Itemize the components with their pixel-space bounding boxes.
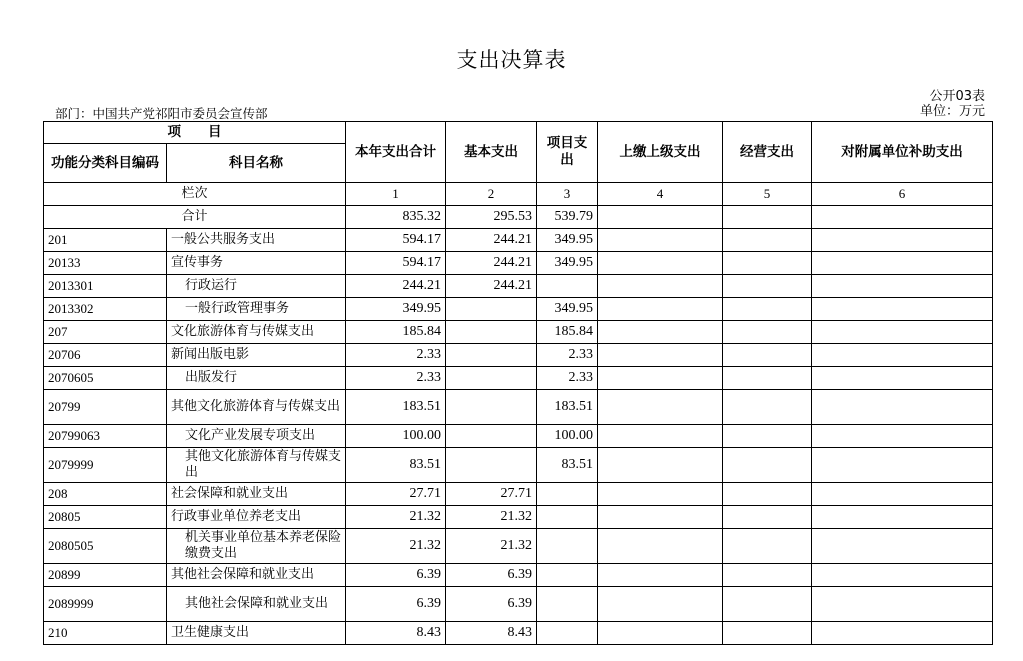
table-row: [44, 622, 993, 645]
row-business: [723, 506, 812, 529]
row-code: 20799063: [44, 425, 167, 448]
row-code: 201: [44, 229, 167, 252]
table-row: [44, 367, 993, 390]
row-total: 349.95: [346, 298, 446, 321]
row-total: 6.39: [346, 587, 446, 622]
row-upper: [598, 298, 723, 321]
table-row: [44, 344, 993, 367]
row-total: 100.00: [346, 425, 446, 448]
row-basic: 244.21: [446, 229, 537, 252]
header-business: 经营支出: [723, 122, 812, 183]
row-project: [537, 483, 598, 506]
header-basic: 基本支出: [446, 122, 537, 183]
row-project: [537, 564, 598, 587]
row-business: [723, 483, 812, 506]
expenditure-table: [43, 121, 993, 645]
row-code: 2089999: [44, 587, 167, 622]
row-upper: [598, 529, 723, 564]
column-index-label: 栏次: [44, 183, 346, 206]
row-name: 文化产业发展专项支出: [167, 425, 346, 448]
row-name: 其他社会保障和就业支出: [167, 587, 346, 622]
row-subsidy: [812, 390, 993, 425]
row-business: [723, 587, 812, 622]
row-code: 2013302: [44, 298, 167, 321]
row-upper: [598, 367, 723, 390]
row-basic: 27.71: [446, 483, 537, 506]
row-project: 2.33: [537, 367, 598, 390]
row-basic: 6.39: [446, 564, 537, 587]
row-subsidy: [812, 622, 993, 645]
row-project: [537, 529, 598, 564]
row-name: 文化旅游体育与传媒支出: [167, 321, 346, 344]
row-total: 8.43: [346, 622, 446, 645]
row-upper: [598, 390, 723, 425]
row-name: 出版发行: [167, 367, 346, 390]
page-title: 支出决算表: [456, 48, 567, 72]
row-business: [723, 298, 812, 321]
row-name: 其他文化旅游体育与传媒支出: [167, 390, 346, 425]
row-upper: [598, 229, 723, 252]
row-total: 244.21: [346, 275, 446, 298]
row-business: [723, 321, 812, 344]
row-business: [723, 564, 812, 587]
row-business: [723, 367, 812, 390]
row-upper: [598, 252, 723, 275]
row-business: [723, 344, 812, 367]
total-project: 539.79: [537, 206, 598, 229]
header-upper: 上缴上级支出: [598, 122, 723, 183]
row-total: 21.32: [346, 506, 446, 529]
form-number: 公开03表: [929, 89, 985, 104]
row-subsidy: [812, 275, 993, 298]
row-upper: [598, 622, 723, 645]
row-subsidy: [812, 252, 993, 275]
row-upper: [598, 321, 723, 344]
row-subsidy: [812, 506, 993, 529]
row-upper: [598, 564, 723, 587]
header-subsidy: 对附属单位补助支出: [812, 122, 993, 183]
row-basic: 21.32: [446, 529, 537, 564]
table-body: [44, 183, 993, 645]
row-subsidy: [812, 344, 993, 367]
row-code: 20899: [44, 564, 167, 587]
total-row: [44, 206, 993, 229]
column-index-4: 4: [598, 183, 723, 206]
row-name: 其他社会保障和就业支出: [167, 564, 346, 587]
row-code: 2080505: [44, 529, 167, 564]
table-row: [44, 529, 993, 564]
row-basic: [446, 367, 537, 390]
row-code: 207: [44, 321, 167, 344]
row-project: 349.95: [537, 252, 598, 275]
row-business: [723, 229, 812, 252]
row-total: 2.33: [346, 344, 446, 367]
row-upper: [598, 483, 723, 506]
table-row: [44, 321, 993, 344]
row-project: 2.33: [537, 344, 598, 367]
row-project: [537, 275, 598, 298]
total-upper: [598, 206, 723, 229]
row-subsidy: [812, 483, 993, 506]
row-project: 349.95: [537, 229, 598, 252]
header-code: 功能分类科目编码: [44, 144, 167, 183]
department-label: 部门：中国共产党祁阳市委员会宣传部: [55, 106, 268, 121]
row-basic: [446, 425, 537, 448]
row-upper: [598, 506, 723, 529]
header-item: 项 目: [44, 122, 346, 144]
column-index-row: [44, 183, 993, 206]
table-row: [44, 252, 993, 275]
row-project: [537, 622, 598, 645]
row-name: 行政事业单位养老支出: [167, 506, 346, 529]
column-index-3: 3: [537, 183, 598, 206]
row-upper: [598, 448, 723, 483]
row-upper: [598, 275, 723, 298]
row-project: 83.51: [537, 448, 598, 483]
row-upper: [598, 425, 723, 448]
row-total: 2.33: [346, 367, 446, 390]
total-sum: 835.32: [346, 206, 446, 229]
row-subsidy: [812, 425, 993, 448]
row-subsidy: [812, 529, 993, 564]
row-basic: [446, 344, 537, 367]
row-code: 20133: [44, 252, 167, 275]
row-code: 20706: [44, 344, 167, 367]
row-subsidy: [812, 229, 993, 252]
column-index-1: 1: [346, 183, 446, 206]
row-basic: 6.39: [446, 587, 537, 622]
row-basic: 8.43: [446, 622, 537, 645]
row-subsidy: [812, 298, 993, 321]
row-project: [537, 587, 598, 622]
row-code: 2079999: [44, 448, 167, 483]
row-name: 其他文化旅游体育与传媒支出: [167, 448, 346, 483]
row-basic: [446, 390, 537, 425]
row-code: 20799: [44, 390, 167, 425]
row-business: [723, 390, 812, 425]
header-total: 本年支出合计: [346, 122, 446, 183]
row-total: 185.84: [346, 321, 446, 344]
row-subsidy: [812, 367, 993, 390]
row-subsidy: [812, 448, 993, 483]
row-project: 185.84: [537, 321, 598, 344]
row-name: 行政运行: [167, 275, 346, 298]
column-index-5: 5: [723, 183, 812, 206]
row-total: 21.32: [346, 529, 446, 564]
row-basic: [446, 298, 537, 321]
row-basic: [446, 321, 537, 344]
row-basic: [446, 448, 537, 483]
row-business: [723, 252, 812, 275]
table-row: [44, 298, 993, 321]
row-basic: 244.21: [446, 252, 537, 275]
row-name: 一般行政管理事务: [167, 298, 346, 321]
column-index-6: 6: [812, 183, 993, 206]
row-business: [723, 425, 812, 448]
row-basic: 21.32: [446, 506, 537, 529]
row-total: 6.39: [346, 564, 446, 587]
row-business: [723, 448, 812, 483]
row-code: 2013301: [44, 275, 167, 298]
row-total: 594.17: [346, 229, 446, 252]
row-name: 宣传事务: [167, 252, 346, 275]
row-upper: [598, 344, 723, 367]
row-project: 183.51: [537, 390, 598, 425]
row-code: 208: [44, 483, 167, 506]
row-project: [537, 506, 598, 529]
table-row: [44, 229, 993, 252]
row-upper: [598, 587, 723, 622]
header-project: 项目支出: [537, 122, 598, 183]
row-total: 27.71: [346, 483, 446, 506]
row-project: 100.00: [537, 425, 598, 448]
table-row: [44, 425, 993, 448]
row-total: 594.17: [346, 252, 446, 275]
column-index-2: 2: [446, 183, 537, 206]
row-project: 349.95: [537, 298, 598, 321]
table-row: [44, 448, 993, 483]
row-name: 一般公共服务支出: [167, 229, 346, 252]
table-row: [44, 587, 993, 622]
row-name: 新闻出版电影: [167, 344, 346, 367]
row-subsidy: [812, 564, 993, 587]
table-row: [44, 564, 993, 587]
row-business: [723, 622, 812, 645]
table-row: [44, 506, 993, 529]
row-code: 2070605: [44, 367, 167, 390]
unit-label: 单位：万元: [919, 104, 985, 119]
row-name: 卫生健康支出: [167, 622, 346, 645]
table-row: [44, 275, 993, 298]
row-subsidy: [812, 321, 993, 344]
total-label: 合计: [44, 206, 346, 229]
total-subsidy: [812, 206, 993, 229]
row-total: 183.51: [346, 390, 446, 425]
row-total: 83.51: [346, 448, 446, 483]
row-name: 机关事业单位基本养老保险缴费支出: [167, 529, 346, 564]
meta-right: [920, 89, 985, 119]
row-business: [723, 275, 812, 298]
row-subsidy: [812, 587, 993, 622]
total-business: [723, 206, 812, 229]
header-name: 科目名称: [167, 144, 346, 183]
row-business: [723, 529, 812, 564]
row-code: 20805: [44, 506, 167, 529]
total-basic: 295.53: [446, 206, 537, 229]
table-row: [44, 483, 993, 506]
row-code: 210: [44, 622, 167, 645]
table-row: [44, 390, 993, 425]
row-name: 社会保障和就业支出: [167, 483, 346, 506]
row-basic: 244.21: [446, 275, 537, 298]
